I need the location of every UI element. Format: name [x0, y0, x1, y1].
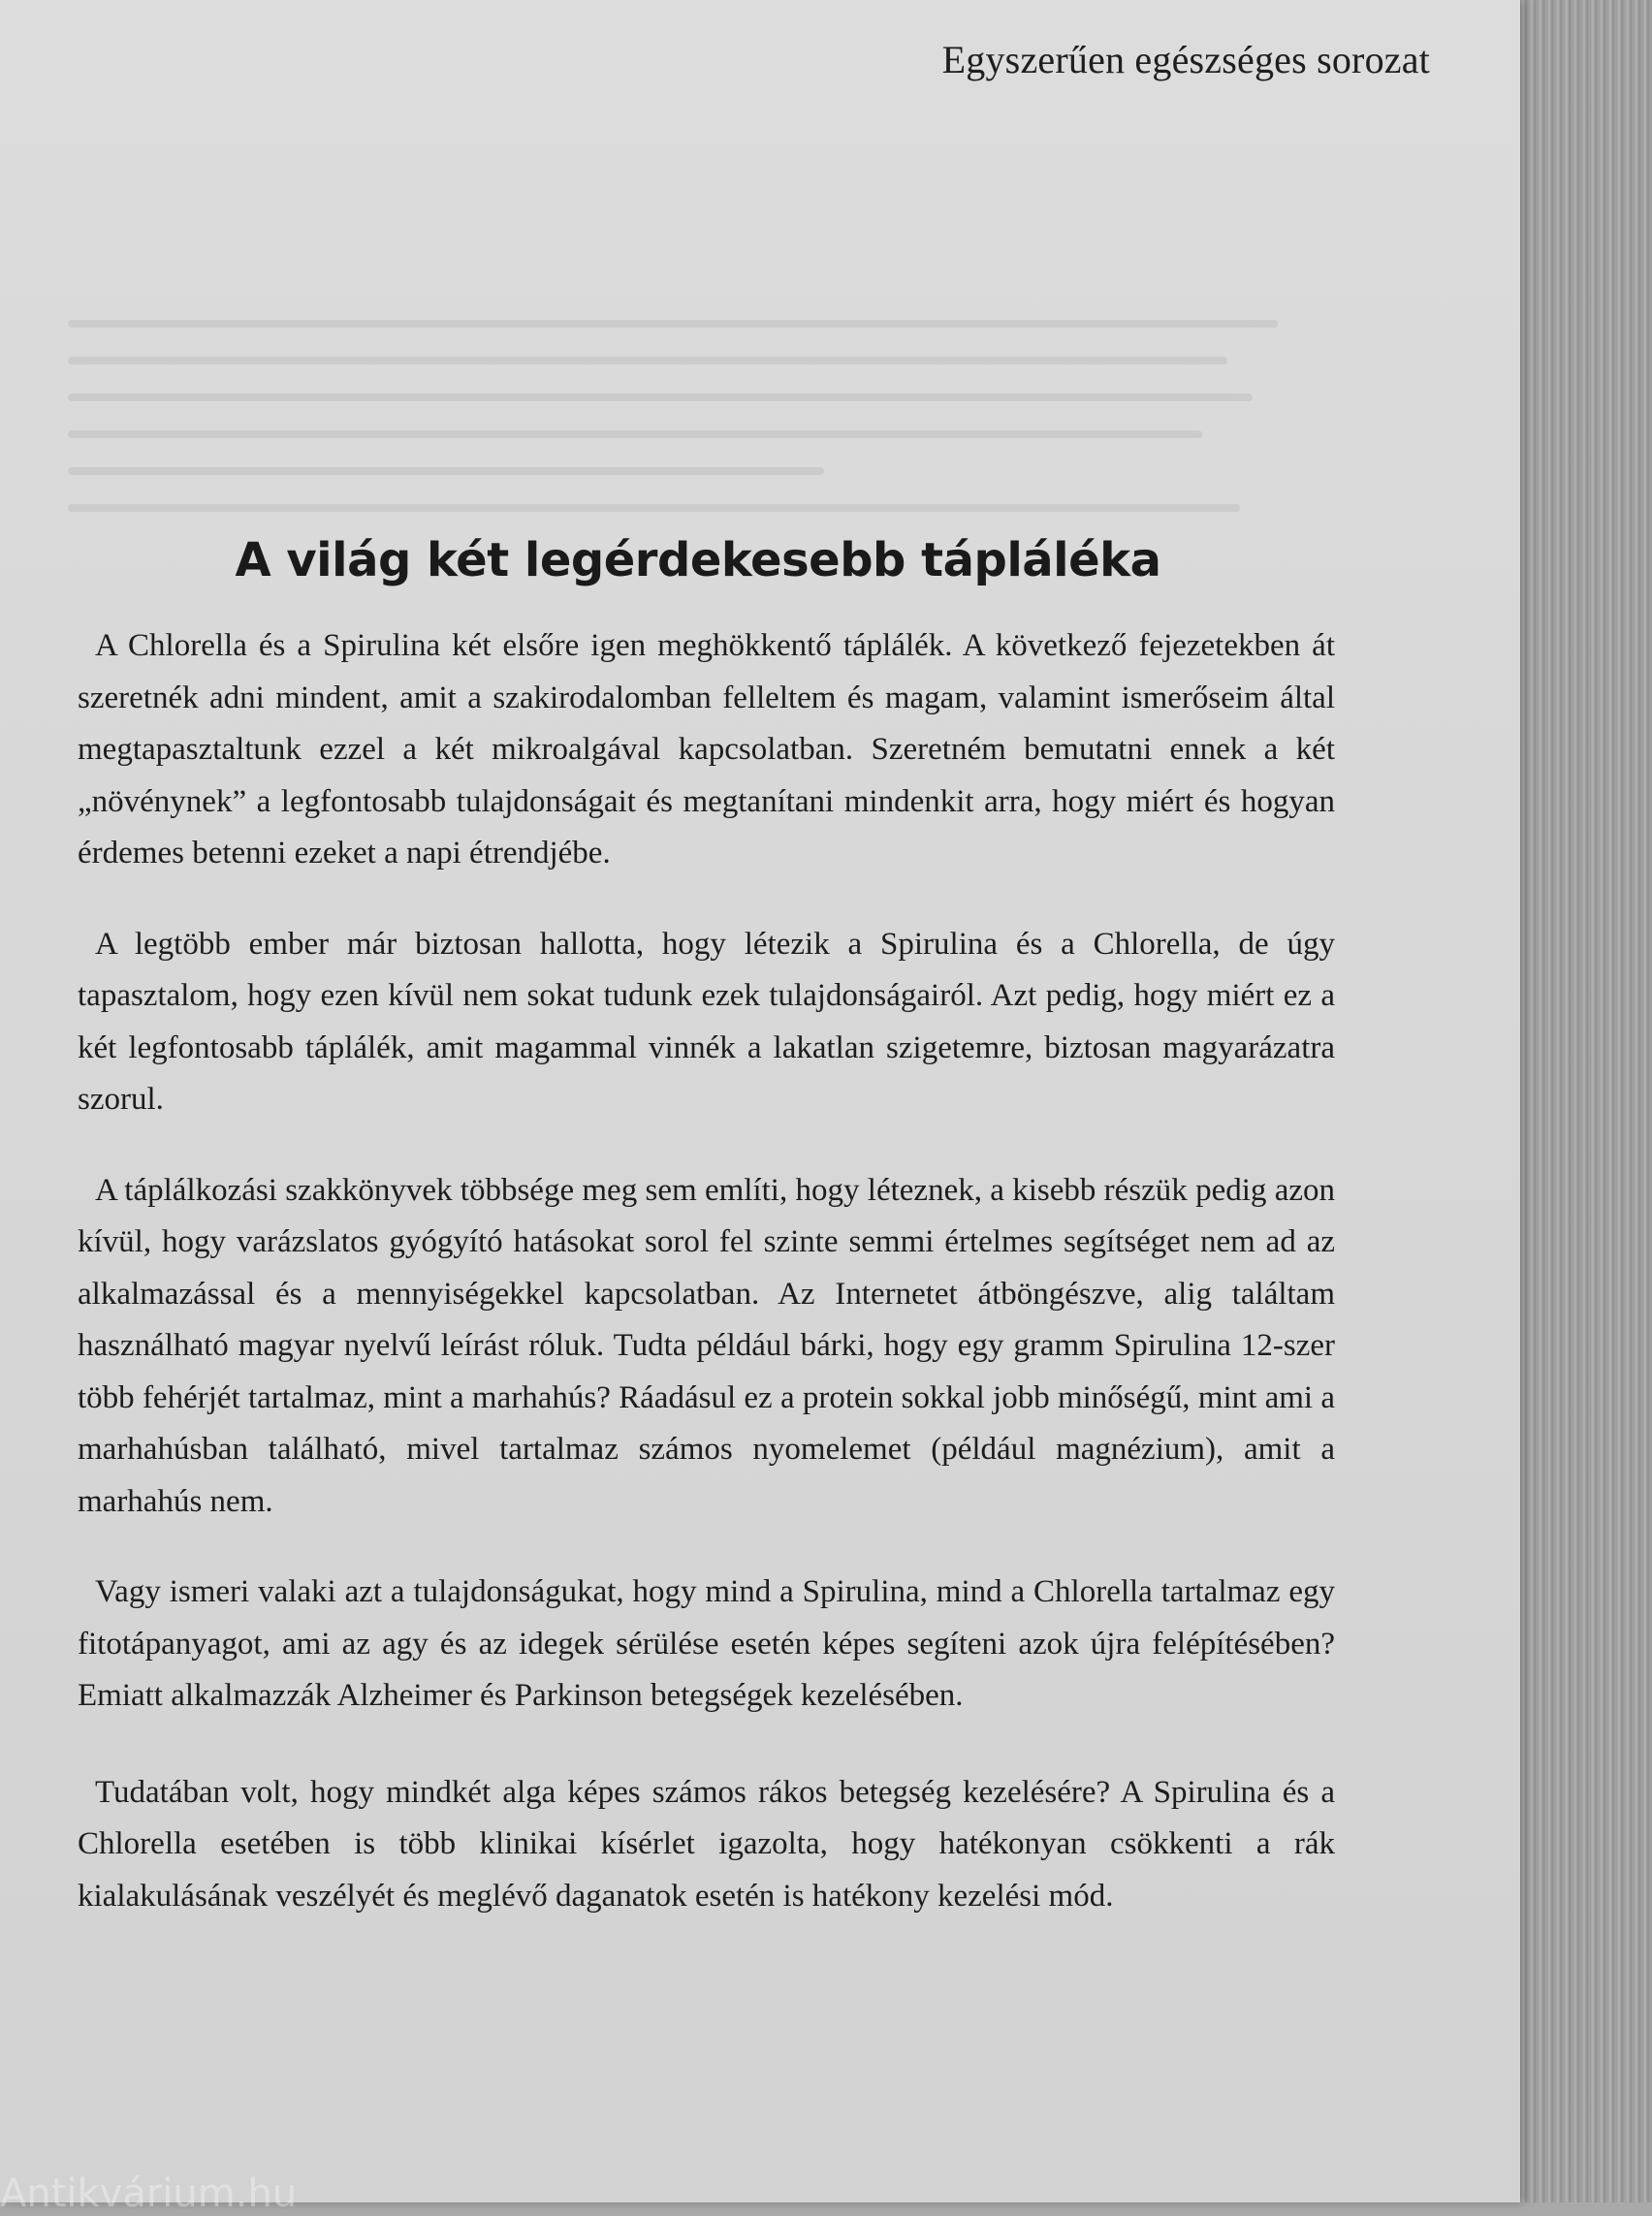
paragraph: A legtöbb ember már biztosan hallotta, hogy létezik a Spirulina és a Chlorella, de úgy tapasztalom, hogy ezen kívül nem sokat tudunk ezek tulajdonságairól. Azt pedig, hogy miért ez a két legfontosabb táplálék, amit magammal vinnék a lakatlan szigetemre, biztosan magyarázatra szorul. — [78, 926, 1335, 1117]
paragraph: Tudatában volt, hogy mindkét alga képes számos rákos betegség kezelésére? A Spirulina és a Chlorella esetében is több klinikai kísérlet igazolta, hogy hatékonyan csökkenti a rák kialakulásának veszélyét és meglévő daganatok esetén is hatékony kezelési mód. — [78, 1774, 1335, 1914]
body-text — [78, 620, 1335, 1961]
paragraph: Vagy ismeri valaki azt a tulajdonságukat, hogy mind a Spirulina, mind a Chlorella tartalmaz egy fitotápanyagot, ami az agy és az idegek sérülése esetén képes segíteni azok újra felépítésében? Emiatt alkalmazzák Alzheimer és Parkinson betegségek kezelésében. — [78, 1574, 1335, 1713]
watermark: Antikvárium.hu — [0, 2171, 298, 2216]
chapter-title: A világ két legérdekesebb tápláléka — [235, 533, 1161, 588]
running-header: Egyszerűen egészséges sorozat — [941, 38, 1430, 81]
paragraph: A táplálkozási szakkönyvek többsége meg sem említi, hogy léteznek, a kisebb részük pedig azon kívül, hogy varázslatos gyógyító hatásokat sorol fel szinte semmi értelmes segítséget nem ad az alkalmazással és a mennyiségekkel kapcsolatban. Az Internetet átböngészve, alig találtam használható magyar nyelvű leírást róluk. Tudta például bárki, hogy egy gramm Spirulina 12-szer több fehérjét tartalmaz, mint a marhahús? Ráadásul ez a protein sokkal jobb minőségű, mint ami a marhahúsban található, mivel tartalmaz számos nyomelemet (például magnézium), amit a marhahús nem. — [78, 1172, 1335, 1519]
page-edges — [1520, 0, 1652, 2202]
paragraph: A Chlorella és a Spirulina két elsőre igen meghökkentő táplálék. A következő fejezetekben át szeretnék adni mindent, amit a szakirodalomban felleltem és magam, valamint ismerőseim által megtapasztaltunk ezzel a két mikroalgával kapcsolatban. Szeretném bemutatni ennek a két „növénynek” a legfontosabb tulajdonságait és megtanítani mindenkit arra, hogy miért és hogyan érdemes betenni ezeket a napi étrendjébe. — [78, 628, 1335, 871]
